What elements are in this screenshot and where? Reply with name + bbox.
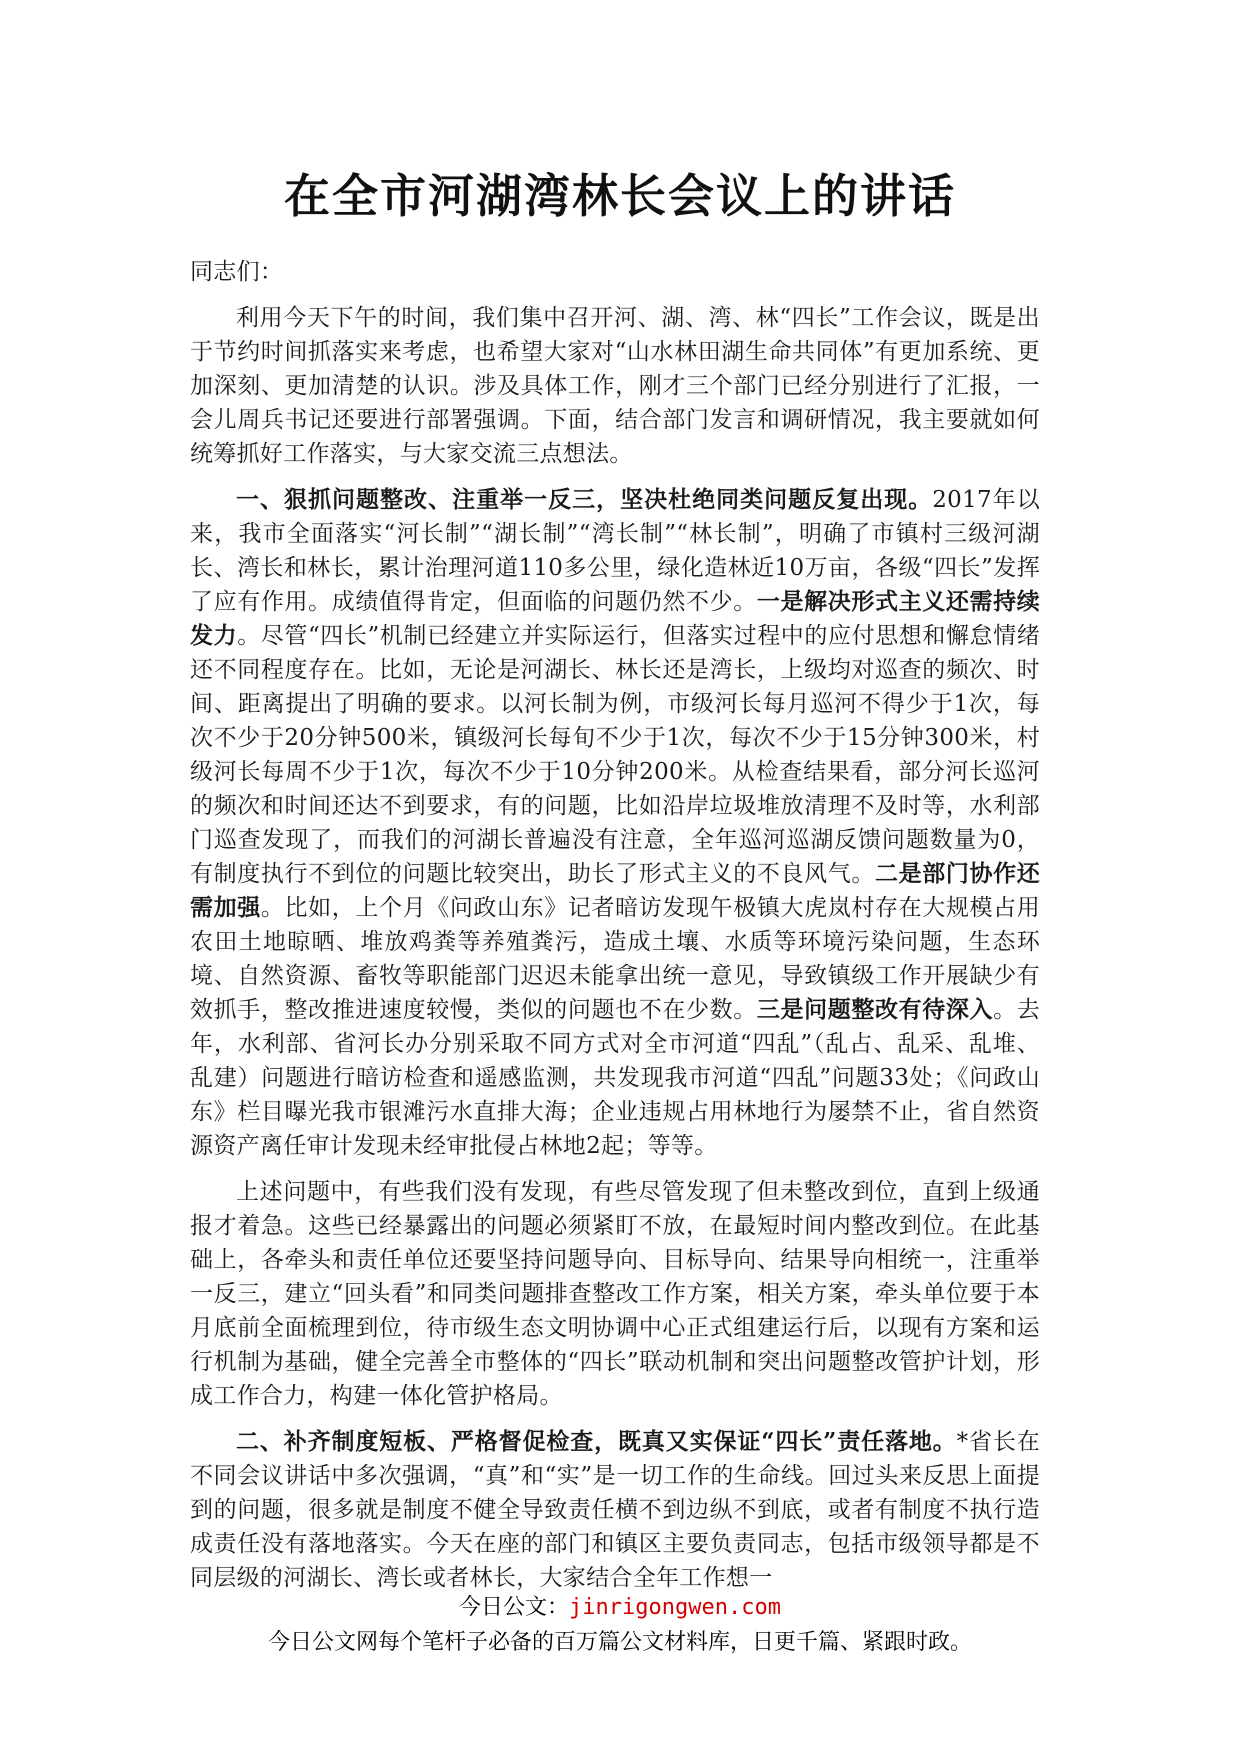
section-two-text: *省长在不同会议讲话中多次强调，“真”和“实”是一切工作的生命线。回过头来反思上面提到的问题，很多就是制度不健全导致责任横不到边纵不到底，或者有制度不执行造成责任没有落地落实。今天在座的部门和镇区主要负责同志，包括市级领导都是不同层级的河湖长、湾长或者林长，大家结合全年工作想一 xyxy=(190,1429,1041,1591)
document-body xyxy=(190,255,1040,1607)
point-one-text: 。尽管“四长”机制已经建立并实际运行，但落实过程中的应付思想和懈怠情绪还不同程度存在。比如，无论是河湖长、林长还是湾长，上级均对巡查的频次、时间、距离提出了明确的要求。以河长制为例，市级河长每月巡河不得少于1次，每次不少于20分钟500米，镇级河长每旬不少于1次，每次不少于15分钟300米，村级河长每周不少于1次，每次不少于10分钟200米。从检查结果看，部分河长巡河的频次和时间还达不到要求，有的问题，比如沿岸垃圾堆放清理不及时等，水利部门巡查发现了，而我们的河湖长普遍没有注意，全年巡河巡湖反馈问题数量为0，有制度执行不到位的问题比较突出，助长了形式主义的不良风气。 xyxy=(190,623,1040,887)
point-two-text: 。比如，上个月《问政山东》记者暗访发现午极镇大虎岚村存在大规模占用农田土地晾晒、堆放鸡粪等养殖粪污，造成土壤、水质等环境污染问题，生态环境、自然资源、畜牧等职能部门迟迟未能拿出统一意见，导致镇级工作开展缺少有效抓手，整改推进速度较慢，类似的问题也不在少数。 xyxy=(190,895,1040,1023)
footer-site-url[interactable]: jinrigongwen.com xyxy=(569,1595,781,1620)
paragraph-intro: 利用今天下午的时间，我们集中召开河、湖、湾、林“四长”工作会议，既是出于节约时间抓落实来考虑，也希望大家对“山水林田湖生命共同体”有更加系统、更加深刻、更加清楚的认识。涉及具体工作，刚才三个部门已经分别进行了汇报，一会儿周兵书记还要进行部署强调。下面，结合部门发言和调研情况，我主要就如何统筹抓好工作落实，与大家交流三点想法。 xyxy=(190,305,1040,467)
paragraph-follow-up: 上述问题中，有些我们没有发现，有些尽管发现了但未整改到位，直到上级通报才着急。这些已经暴露出的问题必须紧盯不放，在最短时间内整改到位。在此基础上，各牵头和责任单位还要坚持问题导向、目标导向、结果导向相统一，注重举一反三，建立“回头看”和同类问题排查整改工作方案，相关方案，牵头单位要于本月底前全面梳理到位，待市级生态文明协调中心正式组建运行后，以现有方案和运行机制为基础，健全完善全市整体的“四长”联动机制和突出问题整改管护计划，形成工作合力，构建一体化管护格局。 xyxy=(190,1179,1040,1409)
paragraph-section-two xyxy=(190,1425,1040,1595)
section-one-text: 2017年以来，我市全面落实“河长制”“湖长制”“湾长制”“林长制”，明确了市镇村三级河湖长、湾长和林长，累计治理河道110多公里，绿化造林近10万亩，各级“四长”发挥了应有作用。成绩值得肯定，但面临的问题仍然不少。 xyxy=(190,487,1040,615)
document-title: 在全市河湖湾林长会议上的讲话 xyxy=(284,169,956,223)
section-two-heading: 二、补齐制度短板、严格督促检查，既真又实保证“四长”责任落地。 xyxy=(236,1428,957,1455)
footer-slogan: 今日公文网每个笔杆子必备的百万篇公文材料库，日更千篇、紧跟时政。 xyxy=(267,1630,972,1655)
paragraph-section-one xyxy=(190,483,1040,1163)
point-one-heading: 一是解决形式主义还需持续发力 xyxy=(190,588,1040,649)
point-two-heading: 二是部门协作还需加强 xyxy=(190,860,1041,921)
footer-site-line xyxy=(0,1590,1240,1621)
point-three-heading: 三是问题整改有待深入 xyxy=(756,996,994,1023)
footer-site-label: 今日公文： xyxy=(459,1595,570,1620)
point-three-text: 。去年，水利部、省河长办分别采取不同方式对全市河道“四乱”（乱占、乱采、乱堆、乱建）问题进行暗访检查和遥感监测，共发现我市河道“四乱”问题33处；《问政山东》栏目曝光我市银滩污水直排大海；企业违规占用林地行为屡禁不止，省自然资源资产离任审计发现未经审批侵占林地2起；等等。 xyxy=(190,997,1040,1159)
section-one-heading: 一、狠抓问题整改、注重举一反三，坚决杜绝同类问题反复出现。 xyxy=(236,486,933,513)
salutation: 同志们： xyxy=(190,259,284,285)
